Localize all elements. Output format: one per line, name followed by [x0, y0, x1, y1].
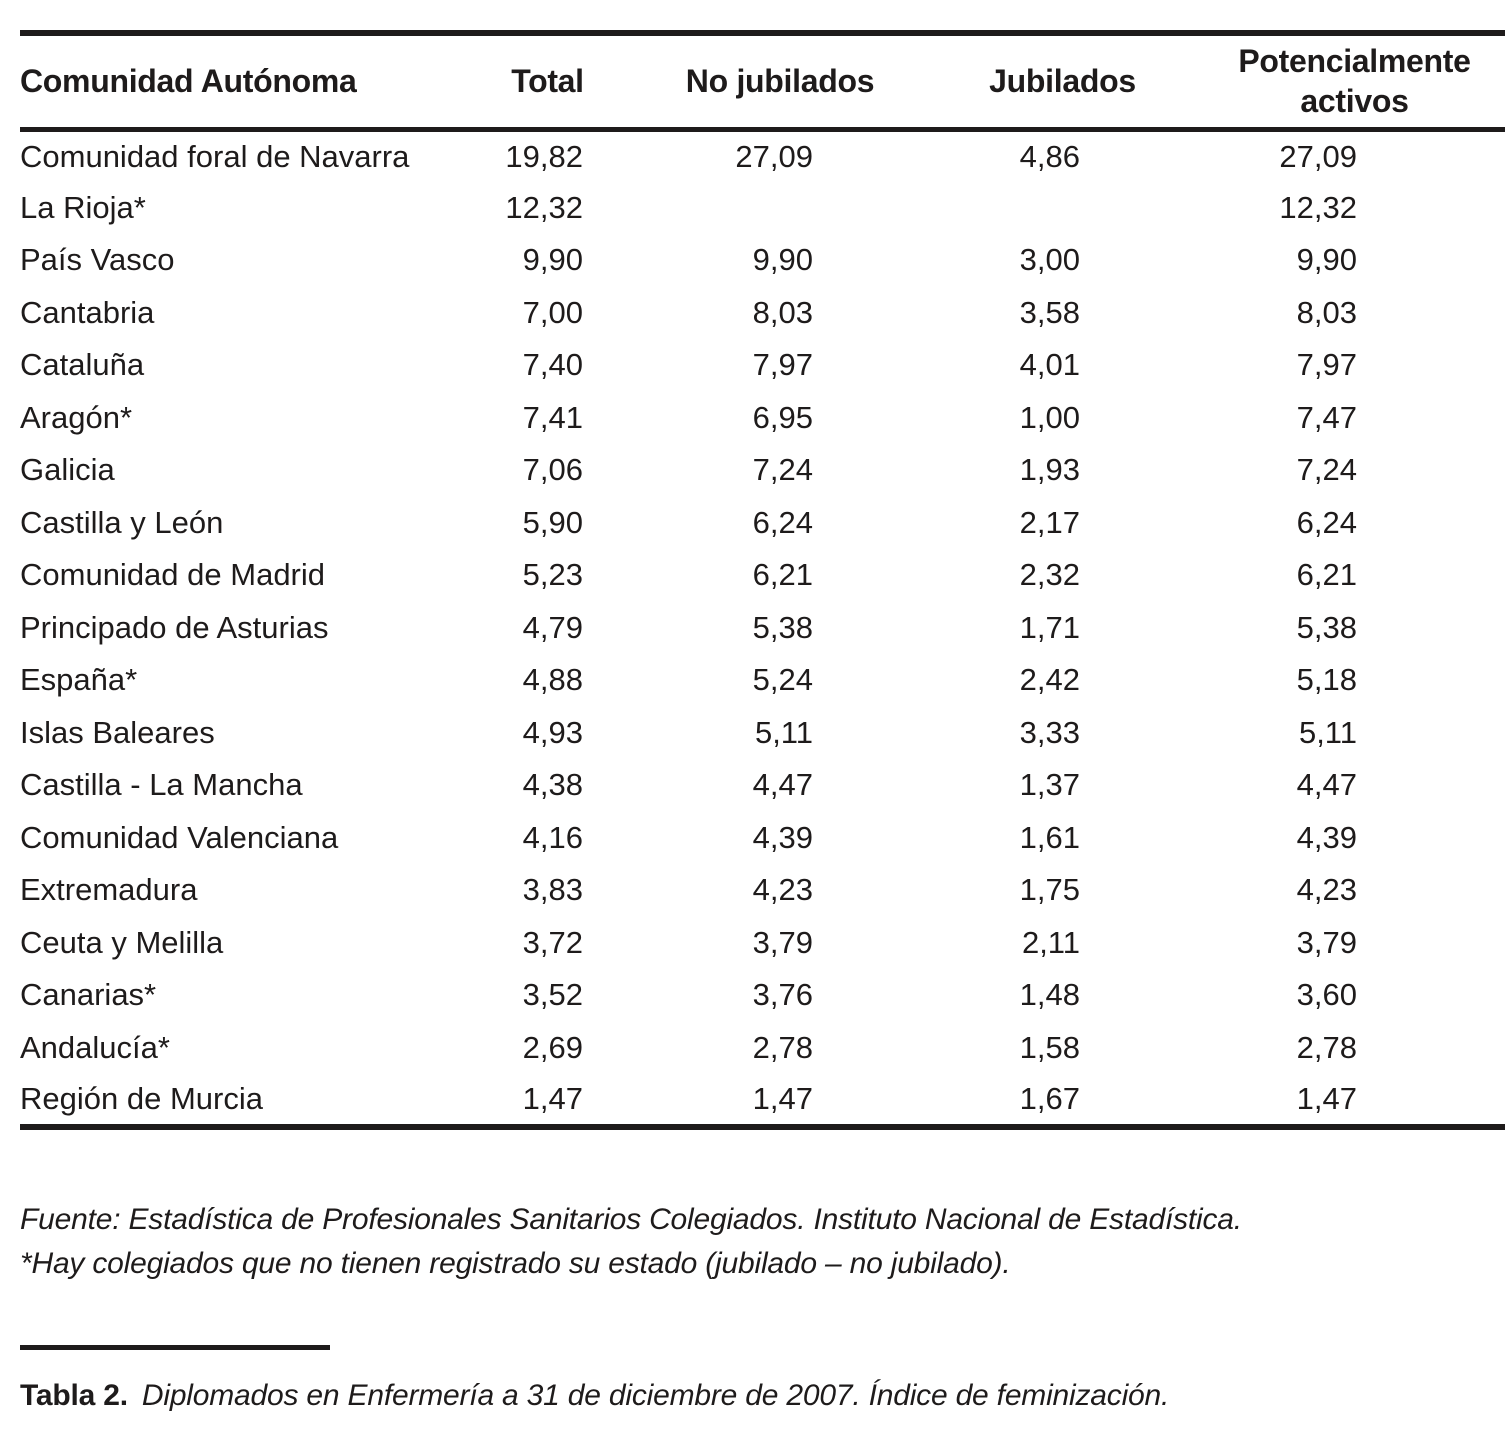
region-name-cell: Comunidad de Madrid: [20, 557, 326, 593]
value-cell-no_jubilados: 7,97: [752, 347, 813, 383]
value-cell-total: 7,06: [522, 452, 583, 488]
table-row: [20, 602, 1505, 655]
table-caption: [20, 1378, 1169, 1414]
region-name-cell: Castilla - La Mancha: [20, 767, 303, 803]
region-name-cell: Ceuta y Melilla: [20, 924, 224, 960]
value-cell-pot_activos: 5,11: [1298, 714, 1357, 750]
value-cell-jubilados: 4,01: [1019, 347, 1080, 383]
value-cell-no_jubilados: 4,23: [752, 872, 813, 908]
value-cell-jubilados: [915, 182, 1210, 235]
value-cell-total: 4,88: [522, 662, 583, 698]
value-cell-no_jubilados: 8,03: [752, 294, 813, 330]
value-cell-jubilados: 3,33: [1019, 714, 1080, 750]
column-header-no-jubilados: No jubilados: [685, 63, 875, 100]
table-row: [20, 759, 1505, 812]
table-footnotes: [20, 1198, 1242, 1285]
table-row: [20, 129, 1505, 182]
value-cell-total: 3,52: [522, 977, 583, 1013]
header-row: [20, 33, 1505, 129]
value-cell-no_jubilados: 5,11: [754, 714, 813, 750]
value-cell-pot_activos: 1,47: [1296, 1080, 1357, 1116]
column-header-jubilados: Jubilados: [989, 63, 1136, 100]
value-cell-no_jubilados: 6,24: [752, 504, 813, 540]
value-cell-total: 7,40: [522, 347, 583, 383]
table-row: [20, 497, 1505, 550]
region-name-cell: País Vasco: [20, 242, 175, 278]
value-cell-no_jubilados: 4,47: [752, 767, 813, 803]
value-cell-jubilados: 3,58: [1019, 294, 1080, 330]
table-header: [20, 33, 1505, 129]
table-row: [20, 339, 1505, 392]
value-cell-jubilados: 1,61: [1019, 819, 1080, 855]
value-cell-pot_activos: 6,24: [1296, 504, 1357, 540]
region-name-cell: Cantabria: [20, 294, 155, 330]
table-row: [20, 969, 1505, 1022]
value-cell-pot_activos: 7,97: [1296, 347, 1357, 383]
column-header-region: Comunidad Autónoma: [20, 63, 357, 100]
region-name-cell: Región de Murcia: [20, 1080, 263, 1116]
value-cell-total: 5,90: [522, 504, 583, 540]
region-name-cell: Comunidad Valenciana: [20, 819, 339, 855]
value-cell-pot_activos: 5,38: [1296, 609, 1357, 645]
value-cell-total: 3,83: [522, 872, 583, 908]
value-cell-total: 1,47: [522, 1080, 583, 1116]
table-row: [20, 917, 1505, 970]
feminization-index-table: [20, 30, 1505, 1130]
value-cell-jubilados: 1,37: [1019, 767, 1080, 803]
value-cell-total: 19,82: [505, 138, 583, 174]
region-name-cell: Principado de Asturias: [20, 609, 329, 645]
value-cell-pot_activos: 12,32: [1279, 189, 1357, 225]
value-cell-total: 7,00: [522, 294, 583, 330]
value-cell-pot_activos: 4,47: [1296, 767, 1357, 803]
value-cell-total: 2,69: [522, 1029, 583, 1065]
value-cell-jubilados: 4,86: [1019, 138, 1080, 174]
value-cell-no_jubilados: 4,39: [752, 819, 813, 855]
footnote-asterisk: *Hay colegiados que no tienen registrado su estado (jubilado – no jubilado).: [20, 1246, 1011, 1280]
value-cell-total: 5,23: [522, 557, 583, 593]
table-body: [20, 129, 1505, 1127]
value-cell-no_jubilados: 6,95: [752, 399, 813, 435]
region-name-cell: Aragón*: [20, 399, 133, 435]
caption-separator-rule: [20, 1345, 330, 1350]
value-cell-no_jubilados: 3,79: [752, 924, 813, 960]
value-cell-jubilados: 1,93: [1019, 452, 1080, 488]
value-cell-total: 4,16: [522, 819, 583, 855]
value-cell-total: 3,72: [522, 924, 583, 960]
caption-text: Diplomados en Enfermería a 31 de diciembre de 2007. Índice de feminización.: [141, 1379, 1170, 1412]
region-name-cell: Cataluña: [20, 347, 145, 383]
caption-label: Tabla 2.: [20, 1379, 128, 1412]
column-header-pot-activos: Potencialmente activos: [1238, 43, 1471, 120]
region-name-cell: Andalucía*: [20, 1029, 170, 1065]
region-name-cell: La Rioja*: [20, 189, 146, 225]
value-cell-no_jubilados: 5,24: [752, 662, 813, 698]
table-row: [20, 812, 1505, 865]
region-name-cell: Galicia: [20, 452, 115, 488]
value-cell-no_jubilados: 6,21: [752, 557, 813, 593]
value-cell-no_jubilados: 27,09: [735, 138, 813, 174]
value-cell-pot_activos: 4,39: [1296, 819, 1357, 855]
table-row: [20, 234, 1505, 287]
table-row: [20, 444, 1505, 497]
region-name-cell: Extremadura: [20, 872, 198, 908]
value-cell-no_jubilados: [645, 182, 915, 235]
value-cell-pot_activos: 9,90: [1296, 242, 1357, 278]
table-row: [20, 707, 1505, 760]
value-cell-pot_activos: 3,79: [1296, 924, 1357, 960]
value-cell-pot_activos: 27,09: [1279, 138, 1357, 174]
value-cell-jubilados: 1,71: [1019, 609, 1080, 645]
region-name-cell: Canarias*: [20, 977, 157, 1013]
table-row: [20, 864, 1505, 917]
value-cell-pot_activos: 4,23: [1296, 872, 1357, 908]
value-cell-no_jubilados: 7,24: [752, 452, 813, 488]
region-name-cell: Comunidad foral de Navarra: [20, 138, 410, 174]
value-cell-no_jubilados: 5,38: [752, 609, 813, 645]
region-name-cell: España*: [20, 662, 138, 698]
value-cell-jubilados: 2,32: [1019, 557, 1080, 593]
value-cell-total: 12,32: [505, 189, 583, 225]
value-cell-jubilados: 1,48: [1019, 977, 1080, 1013]
value-cell-jubilados: 1,67: [1019, 1080, 1080, 1116]
value-cell-jubilados: 2,42: [1019, 662, 1080, 698]
value-cell-jubilados: 2,11: [1021, 924, 1080, 960]
value-cell-no_jubilados: 1,47: [752, 1080, 813, 1116]
value-cell-jubilados: 2,17: [1019, 504, 1080, 540]
table-row: [20, 1022, 1505, 1075]
value-cell-total: 4,93: [522, 714, 583, 750]
value-cell-total: 4,79: [522, 609, 583, 645]
value-cell-jubilados: 1,75: [1019, 872, 1080, 908]
region-name-cell: Castilla y León: [20, 504, 224, 540]
value-cell-no_jubilados: 3,76: [752, 977, 813, 1013]
table-row: [20, 1074, 1505, 1127]
value-cell-total: 9,90: [522, 242, 583, 278]
value-cell-pot_activos: 8,03: [1296, 294, 1357, 330]
value-cell-total: 4,38: [522, 767, 583, 803]
table-row: [20, 392, 1505, 445]
value-cell-total: 7,41: [522, 399, 583, 435]
value-cell-pot_activos: 6,21: [1296, 557, 1357, 593]
value-cell-pot_activos: 2,78: [1296, 1029, 1357, 1065]
table-row: [20, 549, 1505, 602]
value-cell-jubilados: 1,00: [1019, 399, 1080, 435]
value-cell-pot_activos: 5,18: [1296, 662, 1357, 698]
value-cell-jubilados: 3,00: [1019, 242, 1080, 278]
value-cell-no_jubilados: 2,78: [752, 1029, 813, 1065]
table-row: [20, 182, 1505, 235]
value-cell-no_jubilados: 9,90: [752, 242, 813, 278]
value-cell-jubilados: 1,58: [1019, 1029, 1080, 1065]
value-cell-pot_activos: 7,47: [1296, 399, 1357, 435]
table-row: [20, 654, 1505, 707]
value-cell-pot_activos: 7,24: [1296, 452, 1357, 488]
value-cell-pot_activos: 3,60: [1296, 977, 1357, 1013]
column-header-total: Total: [511, 63, 584, 100]
footnote-source: Fuente: Estadística de Profesionales Sanitarios Colegiados. Instituto Nacional de Estadística.: [20, 1203, 1242, 1236]
table-row: [20, 287, 1505, 340]
region-name-cell: Islas Baleares: [20, 714, 215, 750]
